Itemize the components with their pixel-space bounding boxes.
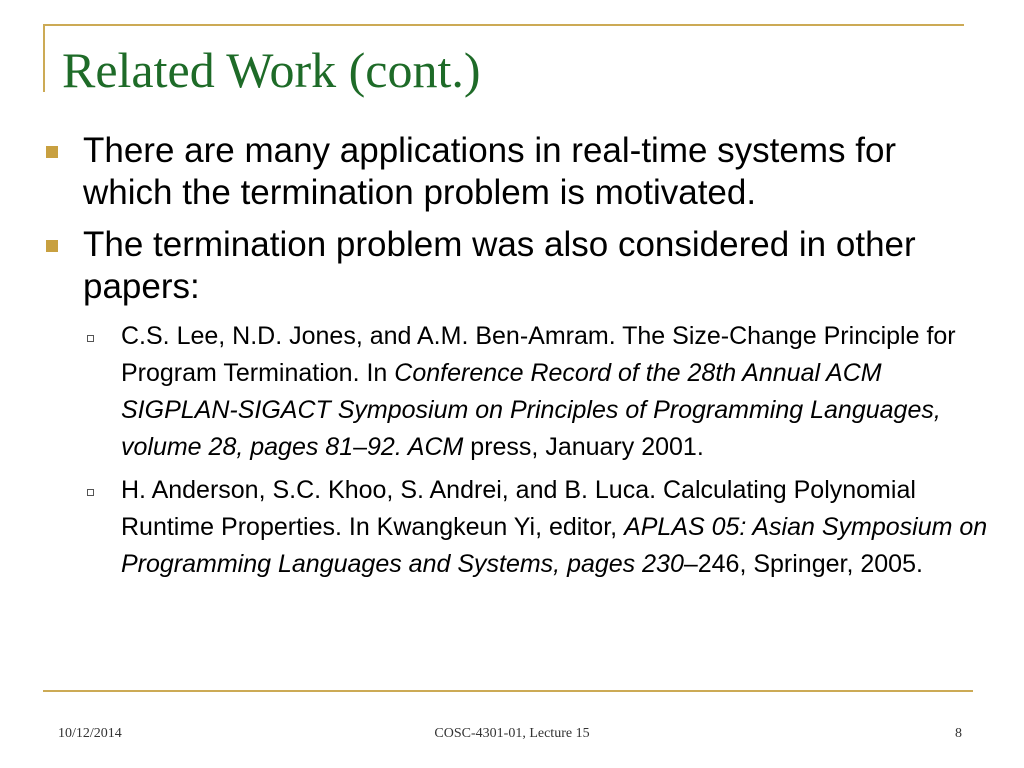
slide-title: Related Work (cont.): [62, 42, 481, 98]
footer-date: 10/12/2014: [58, 726, 122, 741]
footer-course: COSC-4301-01, Lecture 15: [434, 726, 590, 741]
reference-authors-title: H. Anderson, S.C. Khoo, S. Andrei, and B. Luca. Calculating Polynomial Runtime Properties. In Kwangkeun Yi, editor,: [121, 476, 916, 541]
footer-page-number: 8: [955, 726, 962, 741]
slide-content: [0, 130, 1024, 589]
reference-pages-publisher: –246, Springer, 2005.: [683, 550, 923, 578]
reference-item: [0, 318, 1001, 466]
reference-venue: Conference Record of the 28th Annual ACM SIGPLAN-SIGACT Symposium on Principles of Programming Languages, volume 28, pages 81: [121, 359, 941, 461]
bullet-item: [0, 130, 973, 214]
reference-item: [0, 472, 1001, 583]
reference-date: press, January 2001.: [463, 433, 704, 461]
bullet-item: [0, 224, 973, 308]
footer-divider: [43, 690, 973, 692]
hollow-square-bullet-icon: [87, 489, 94, 496]
reference-authors-title: C.S. Lee, N.D. Jones, and A.M. Ben-Amram. The Size-Change Principle for Program Termination. In: [121, 322, 956, 387]
bullet-text: The termination problem was also considered in other papers:: [83, 225, 916, 306]
bullet-text: There are many applications in real-time systems for which the termination problem is motivated.: [83, 131, 897, 212]
square-bullet-icon: [46, 146, 58, 158]
reference-publisher: 92. ACM: [367, 433, 464, 461]
frame-top-line: [43, 24, 964, 26]
reference-venue: APLAS 05: Asian Symposium on Programming Languages and Systems, pages 230: [121, 513, 988, 578]
hollow-square-bullet-icon: [87, 335, 94, 342]
frame-vertical-line: [43, 24, 45, 92]
square-bullet-icon: [46, 240, 58, 252]
reference-dash: –: [353, 433, 368, 461]
